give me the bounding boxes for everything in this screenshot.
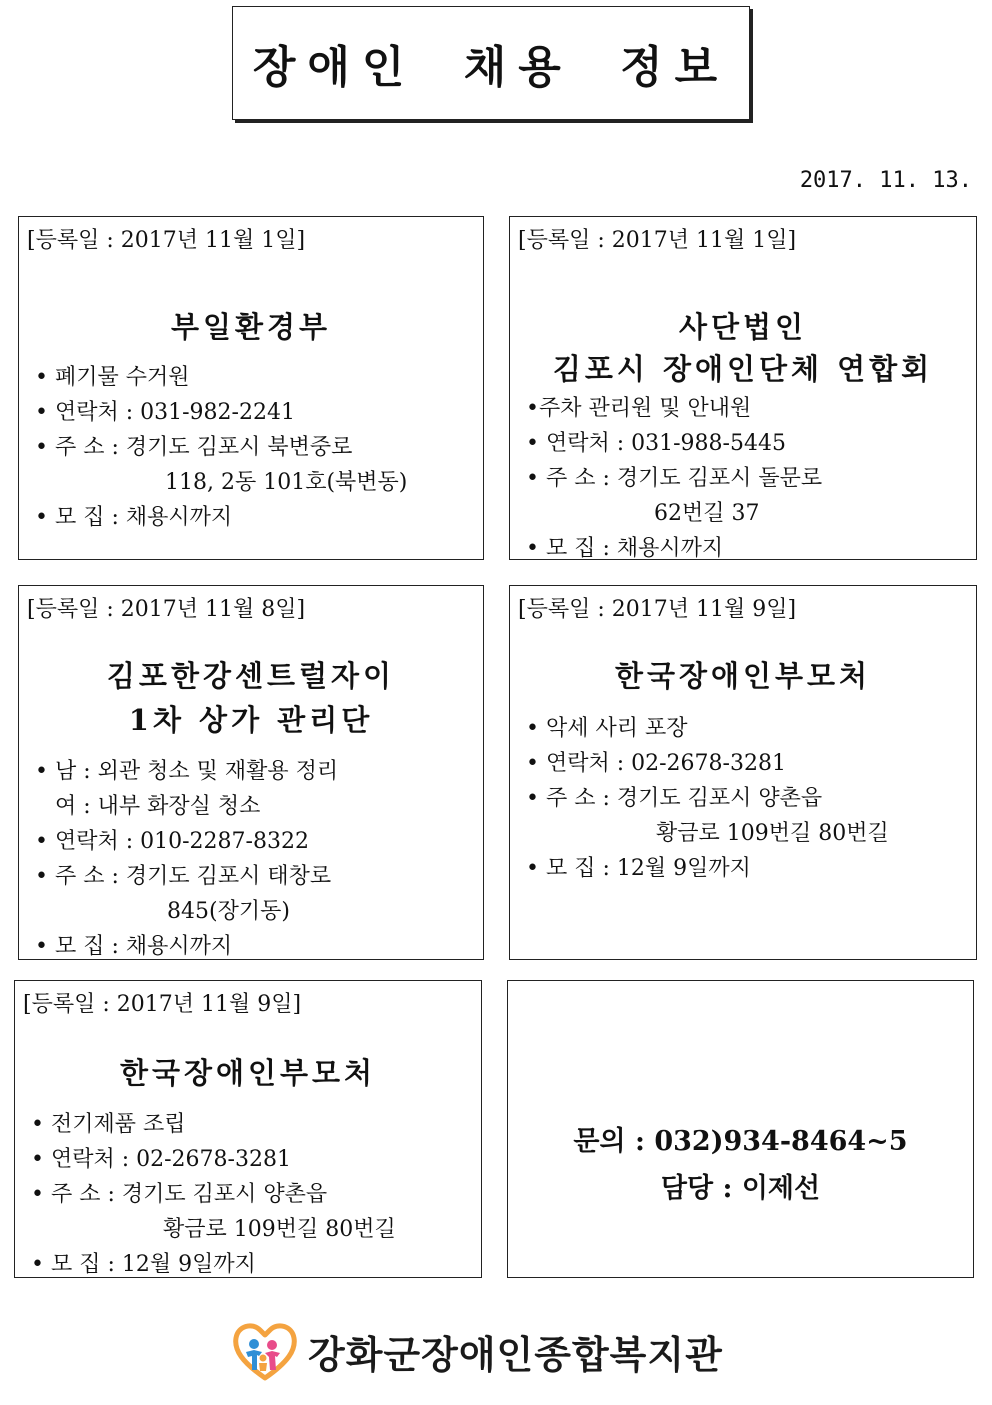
address-line-2: 황금로 109번길 80번길 <box>163 1217 396 1242</box>
phone-line: • 연락처 : 02-2678-3281 <box>31 1147 291 1172</box>
recruit-line: • 모 집 : 12월 9일까지 <box>526 856 751 881</box>
phone-line: • 연락처 : 031-988-5445 <box>526 431 786 456</box>
job-title-2: 여 : 내부 화장실 청소 <box>55 794 261 819</box>
address-line: • 주 소 : 경기도 김포시 양촌읍 <box>31 1182 328 1207</box>
contact-card <box>507 980 974 1278</box>
registration-date: [등록일 : 2017년 11월 9일] <box>518 597 797 622</box>
manager-name: 담당 : 이제선 <box>660 1173 821 1204</box>
phone-line: • 연락처 : 02-2678-3281 <box>526 751 786 776</box>
company-name: 한국장애인부모처 <box>614 659 872 693</box>
job-card-3 <box>18 585 484 960</box>
document-date: 2017. 11. 13. <box>799 168 972 193</box>
job-title: • 악세 사리 포장 <box>526 716 688 741</box>
company-name: 한국장애인부모처 <box>119 1056 377 1090</box>
job-card-2 <box>509 216 977 560</box>
recruit-line: • 모 집 : 채용시까지 <box>526 536 724 561</box>
address-line: • 주 소 : 경기도 김포시 태창로 <box>35 864 332 889</box>
footer <box>232 1318 752 1384</box>
family-heart-logo-icon <box>232 1320 298 1382</box>
page-title: 장애인 채용 정보 <box>252 42 730 93</box>
address-line-2: 845(장기동) <box>167 899 290 924</box>
address-line: • 주 소 : 경기도 김포시 돌문로 <box>526 466 823 491</box>
company-name: 김포한강센트럴자이 <box>106 659 396 693</box>
job-card-5 <box>14 980 482 1278</box>
company-name: 부일환경부 <box>170 310 332 344</box>
phone-line: • 연락처 : 031-982-2241 <box>35 400 295 425</box>
company-name: 사단법인 <box>678 310 808 344</box>
company-name-line-2: 김포시 장애인단체 연합회 <box>552 352 934 386</box>
address-line: • 주 소 : 경기도 김포시 북변중로 <box>35 435 353 460</box>
registration-date: [등록일 : 2017년 11월 1일] <box>518 228 797 253</box>
organization-name: 강화군장애인종합복지관 <box>308 1332 723 1377</box>
registration-date: [등록일 : 2017년 11월 1일] <box>27 228 306 253</box>
job-card-4 <box>509 585 977 960</box>
job-title: • 남 : 외관 청소 및 재활용 정리 <box>35 759 339 784</box>
registration-date: [등록일 : 2017년 11월 8일] <box>27 597 306 622</box>
address-line: • 주 소 : 경기도 김포시 양촌읍 <box>526 786 823 811</box>
job-title: •주차 관리원 및 안내원 <box>526 396 752 421</box>
address-line-2: 황금로 109번길 80번길 <box>656 821 889 846</box>
phone-line: • 연락처 : 010-2287-8322 <box>35 829 309 854</box>
address-line-2: 62번길 37 <box>654 501 760 526</box>
company-name-line-2: 1차 상가 관리단 <box>128 703 374 737</box>
recruit-line: • 모 집 : 채용시까지 <box>35 934 233 959</box>
job-title: • 전기제품 조립 <box>31 1112 186 1137</box>
address-line-2: 118, 2동 101호(북변동) <box>165 470 408 495</box>
registration-date: [등록일 : 2017년 11월 9일] <box>23 992 302 1017</box>
inquiry-phone: 문의 : 032)934-8464~5 <box>573 1126 908 1157</box>
title-box <box>232 6 750 120</box>
job-title: • 폐기물 수거원 <box>35 365 190 390</box>
recruit-line: • 모 집 : 12월 9일까지 <box>31 1252 256 1277</box>
job-card-1 <box>18 216 484 560</box>
recruit-line: • 모 집 : 채용시까지 <box>35 505 233 530</box>
